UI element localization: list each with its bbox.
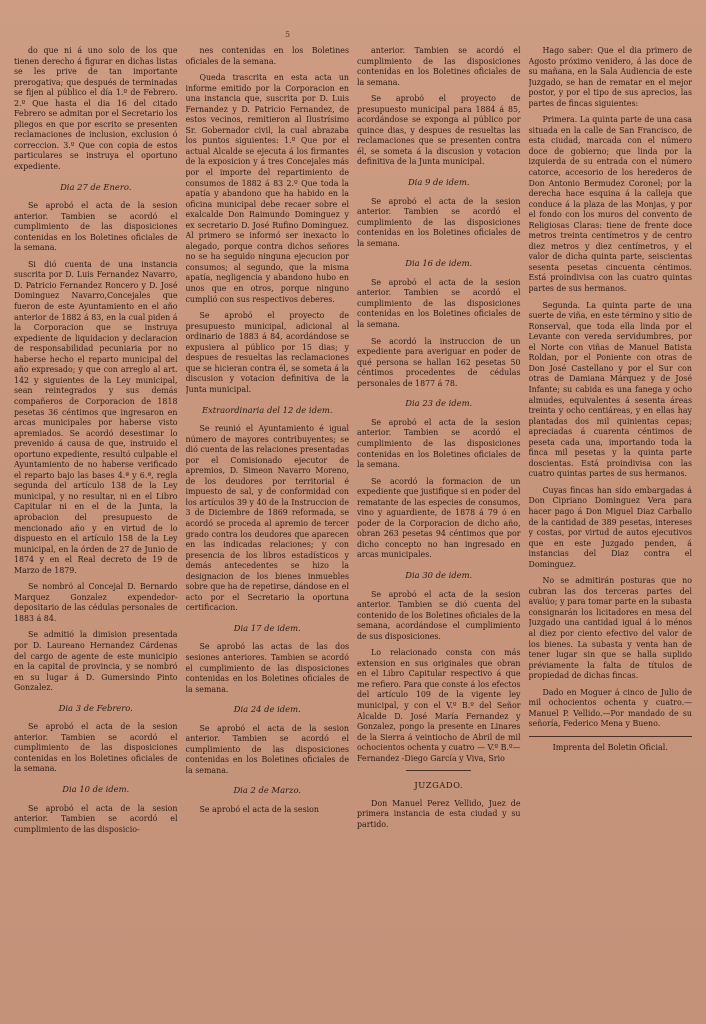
paragraph: Se aprobó el acta de la sesion anterior. Tambien se acordó el cumplimiento de las disposiciones contenidas en los Boletines oficiales de la semana. bbox=[357, 277, 521, 330]
session-date-heading: Dia 24 de idem. bbox=[233, 704, 301, 715]
paragraph: Se reunió el Ayuntamiento é igual número de mayores contribuyentes; se dió cuenta de las relaciones presentadas por el Comisionado ejecutor de apremios, D. Simeon Navarro Moreno, de los deudores por territorial é impuesto de sal, y de conformidad con los artículos 39 y 40 de la Instruccion de 3 de Diciembre de 1869 reformada, se acordó se proceda al apremio de tercer grado contra los deudores que aparecen en las indicadas relaciones; y con presencia de los libros estadísticos y demás antecedentes se hizo la designacion de los bienes inmuebles sobre que ha de repetirse, dándose en el acto por el Secretario la oportuna certificacion. bbox=[185, 424, 349, 613]
paragraph: Si dió cuenta de una instancia suscrita por D. Luis Fernandez Navarro, D. Patricio Fernandez Roncero y D. José Dominguez Navarro,Concejales que fueron de este Ayuntamiento en el año anterior de 1882 á 83, en la cual piden á la Corporacion que se instruya expediente de liquidacion y declaracion de responsabilidad pecuniaria por no haberse hecho el reparto municipal del año expresado; y que con arreglo al art. 142 y siguientes de la Ley municipal, sean reintegrados y sus demás compañeros de Corporacion de 1818 pesetas 36 céntimos que ingresaron en arcas municipales por haberse visto apremiados. Se acordó desestimar lo prevenido á causa de que, instruido el oportuno expediente, resultó culpable el Ayuntamiento de no haberse verificado el reparto bajo las bases 4.ª y 6.ª, regla segunda del artículo 138 de la Ley municipal, y no resultar, ni en el Libro Capitular ni en el de la Junta, la aprobacion del presupuesto de mencionado año y en virtud de lo dispuesto en el artículo 158 de la Ley municipal, en la órden de 27 de Junio de 1874 y en el Real decreto de 19 de Marzo de 1879. bbox=[14, 259, 178, 575]
paragraph: Hago saber: Que el dia primero de Agosto próximo venidero, á las doce de su mañana, en la Sala Audiencia de este Juzgado, se han de rematar en el mejor postor, y por el tipo de sus aprecios, las partes de fincas siguientes: bbox=[528, 46, 692, 108]
session-date-heading: Dia 27 de Enero. bbox=[60, 181, 132, 192]
paragraph: Se aprobó el acta de la sesion anterior. Tambien se acordó el cumplimiento de las disposiciones contenidas en los Boletines oficiales de la semana. bbox=[185, 723, 349, 775]
paragraph: Se aprobó el acta de la sesion anterior. Tambien se acordó el cumplimiento de las disposiciones contenidas en los Boletines oficiales de la semana. bbox=[357, 417, 521, 470]
column-2 bbox=[186, 46, 350, 1010]
session-date-heading: Dia 9 de idem. bbox=[407, 177, 470, 188]
paragraph: Se aprobó el acta de la sesion anterior. Tambien se acordó el cumplimiento de las disposiciones contenidas en los Boletines oficiales de la semana. bbox=[14, 722, 178, 774]
paragraph: do que ni á uno solo de los que tienen derecho á figurar en dichas listas se les prive de tan importante prerogativa; que después de terminadas se fijen al público el día 1.º de Febrero. 2.º Que hasta el dia 16 del citado Febrero se admitan por el Secretario los pliegos en que por escrito se presenten reclamaciones de inclusion, exclusion ó correccion. 3.º Que con copia de estos particulares se instruya el oportuno expediente. bbox=[14, 46, 178, 172]
paragraph: Cuyas fincas han sido embargadas á Don Cipriano Dominguez Vera para hacer pago á Don Miguel Diaz Carballo de la cantidad de 389 pesetas, intereses y costas, por virtud de autos ejecutivos que en este Juzgado penden, á instancias del Diaz contra el Dominguez. bbox=[528, 485, 692, 569]
paragraph: Se acordó la formacion de un expediente que justifique si en poder del rematante de las especies de consumos, vino y aguardiente, de 1878 á 79 ó en poder de la Corporacion de dicho año, obran 263 pesetas 94 céntimos que por dicho concepto no han ingresado en arcas municipales. bbox=[357, 476, 521, 560]
paragraph: Se aprobó el acta de la sesion anterior. Tambien se acordó el cumplimiento de las disposiciones contenidas en los Boletines oficiales de la semana. bbox=[14, 201, 178, 253]
session-date-heading: Dia 2 de Marzo. bbox=[233, 785, 302, 796]
paragraph: Se aprobó el proyecto de presupuesto municipal, adicional al ordinario de 1883 á 84, acordándose se expusiera al público por 15 dias; y despues de resueltas las reclamaciones que se hicieran contra él, se someta á la discusion y votacion definitiva de la Junta municipal. bbox=[185, 311, 349, 394]
paragraph: Se admitió la dimision presentada por D. Laureano Hernandez Cárdenas del cargo de agente de este municipio en la capital de provincia, y se nombró en su lugar á D. Gumersindo Pinto Gonzalez. bbox=[14, 630, 178, 693]
section-heading: JUZGADO. bbox=[414, 780, 464, 791]
session-date-heading: Dia 30 de idem. bbox=[405, 569, 473, 580]
paragraph: Se aprobó las actas de las dos sesiones anteriores. Tambien se acordó el cumplimiento de las disposiciones contenidas en los Boletines oficiales de la semana. bbox=[185, 642, 349, 694]
paragraph: anterior. Tambien se acordó el cumplimiento de las disposiciones contenidas en los Boletines oficiales de la semana. bbox=[357, 46, 521, 87]
paragraph: Se aprobó el acta de la sesion bbox=[199, 805, 319, 814]
paragraph: Se acordó la instruccion de un expediente para averiguar en poder de qué persona se hallan 162 pesetas 50 céntimos procedentes de cédulas personales de 1877 á 78. bbox=[357, 336, 521, 388]
paragraph: nes contenidas en los Boletines oficiales de la semana. bbox=[185, 46, 349, 66]
column-3 bbox=[357, 46, 521, 1010]
column-1 bbox=[14, 46, 178, 1010]
column-4 bbox=[529, 46, 693, 1010]
page-mark: 5 bbox=[285, 30, 291, 39]
divider bbox=[406, 770, 471, 771]
paragraph: Queda trascrita en esta acta un informe emitido por la Corporacion en una instancia que, suscrita por D. Luis Fernandez y D. Patricio Fernandez, de estos vecinos, remitieron al Ilustrísimo Sr. Gobernador civil, la cual abrazaba los puntos siguientes: 1.º Que por el actual Alcalde se ejecuta á los firmantes de la exposicion y á tres Concejales más por el importe del repartimiento de consumos de 1882 á 83 2.º Que toda la apatía y abandono que ha habido en la oficina municipal debe recaer sobre el exalcalde Don Raimundo Dominguez y ex secretario D. José Rufino Dominguez. Al primero se informó ser inexacto lo alegado, porque contra dichos señores no se ha seguido ninguna ejecucion por consumos; al segundo, que la misma apatía, negligencia y abandono hubo en unos que en otros, porque ninguno cumplió con sus respectivos deberes. bbox=[185, 73, 349, 304]
paragraph: Se aprobó el proyecto de presupuesto municipal para 1884 á 85, acordándose se exponga al público por quince dias, y despues de resueltas las reclamaciones que se presenten contra él, se someta á la discusion y votacion definitiva de la Junta municipal. bbox=[357, 94, 521, 167]
paragraph: No se admitirán posturas que no cubran las dos terceras partes del avalúo; y para tomar parte en la subasta consignarán los licitadores en mesa del Juzgado una cantidad igual á lo ménos al diez por ciento efectivo del valor de los bienes. La subasta y venta han de tener lugar sin que se halla suplido préviamente la falta de títulos de propiedad de dichas fincas. bbox=[528, 576, 692, 681]
paragraph: Segunda. La quinta parte de una suerte de viña, en este término y sitio de Ronserval, que toda ella linda por el Levante con vereda servidumbres, por el Norte con viñas de Manuel Batista Roldan, por el Poniente con otras de Don José Castellano y por el Sur con otras de Damiana Márquez y de José Infante; su cabida es una fanega y ocho almudes, equivalentes á sesenta áreas treinta y ocho centiáreas, y en ellas hay plantadas dos mil quinientas cepas; apreciadas á cuarenta céntimos de peseta cada una, importando toda la finca mil pesetas y la quinta parte doscientas. Está proindivisa con las cuatro quintas partes de sus hermanos. bbox=[528, 300, 692, 479]
paragraph: Se aprobó el acta de la sesion anterior. Tambien se dió cuenta del contenido de los Boletines oficiales de la semana, acordándose el cumplimiento de sus disposiciones. bbox=[357, 589, 521, 641]
divider bbox=[529, 736, 693, 737]
printer-imprint: Imprenta del Boletin Oficial. bbox=[552, 742, 668, 752]
paragraph: Primera. La quinta parte de una casa situada en la calle de San Francisco, de esta ciudad, marcada con el número doce de gobierno; que linda por la izquierda de su entrada con el número catorce, accesorio de los herederos de Don Antonio Bermudez Coronel; por la derecha hace esquina á la calleja que conduce á la plaza de las Monjas, y por el fondo con los muros del convento de Religiosas Claras: tiene de frente doce metros treinta centímetros y de centro diez metros y diez centímetros, y el valor de dicha quinta parte, seiscientas sesenta pesetas cincuenta céntimos. Está proindivisa con las cuatro quintas partes de sus hermanos. bbox=[528, 115, 692, 294]
session-date-heading: Dia 23 de idem. bbox=[405, 398, 473, 409]
session-date-heading: Extraordinaria del 12 de idem. bbox=[201, 404, 333, 415]
paragraph: Don Manuel Perez Vellido, Juez de primera instancia de esta ciudad y su partido. bbox=[357, 798, 521, 829]
paragraph: Se aprobó el acta de la sesion anterior. Tambien se acordó el cumplimiento de las disposiciones contenidas en los Boletines oficiales de la semana. bbox=[357, 196, 521, 248]
session-date-heading: Dia 16 de idem. bbox=[405, 258, 473, 269]
paragraph: Se aprobó el acta de la sesion anterior. Tambien se acordó el cumplimiento de las disposicio- bbox=[14, 803, 178, 834]
paragraph: Se nombró al Concejal D. Bernardo Marquez Gonzalez expendedor-depositario de las cédulas personales de 1883 á 84. bbox=[14, 582, 178, 623]
session-date-heading: Dia 17 de idem. bbox=[233, 622, 301, 633]
session-date-heading: Dia 3 de Febrero. bbox=[58, 702, 133, 713]
columns-container bbox=[14, 46, 692, 1010]
session-date-heading: Dia 10 de idem. bbox=[62, 784, 130, 794]
paragraph: Dado en Moguer á cinco de Julio de mil ochocientos ochenta y cuatro.—Manuel P. Vellido.—Por mandado de su señoría, Federico Mena y Bueno. bbox=[528, 687, 692, 729]
paragraph: Lo relacionado consta con más extension en sus originales que obran en el Libro Capitular respectivo á que me refiero. Para que conste á los efectos del artículo 109 de la vigente ley municipal, y con el V.º B.º del Señor Alcalde D. José María Fernandez y Gonzalez, pongo la presente en Linares de la Sierra á veintiocho de Abril de mil ochocientos ochenta y cuatro — V.º B.º—Fernandez -Diego García y Viva, Srio bbox=[357, 648, 521, 763]
